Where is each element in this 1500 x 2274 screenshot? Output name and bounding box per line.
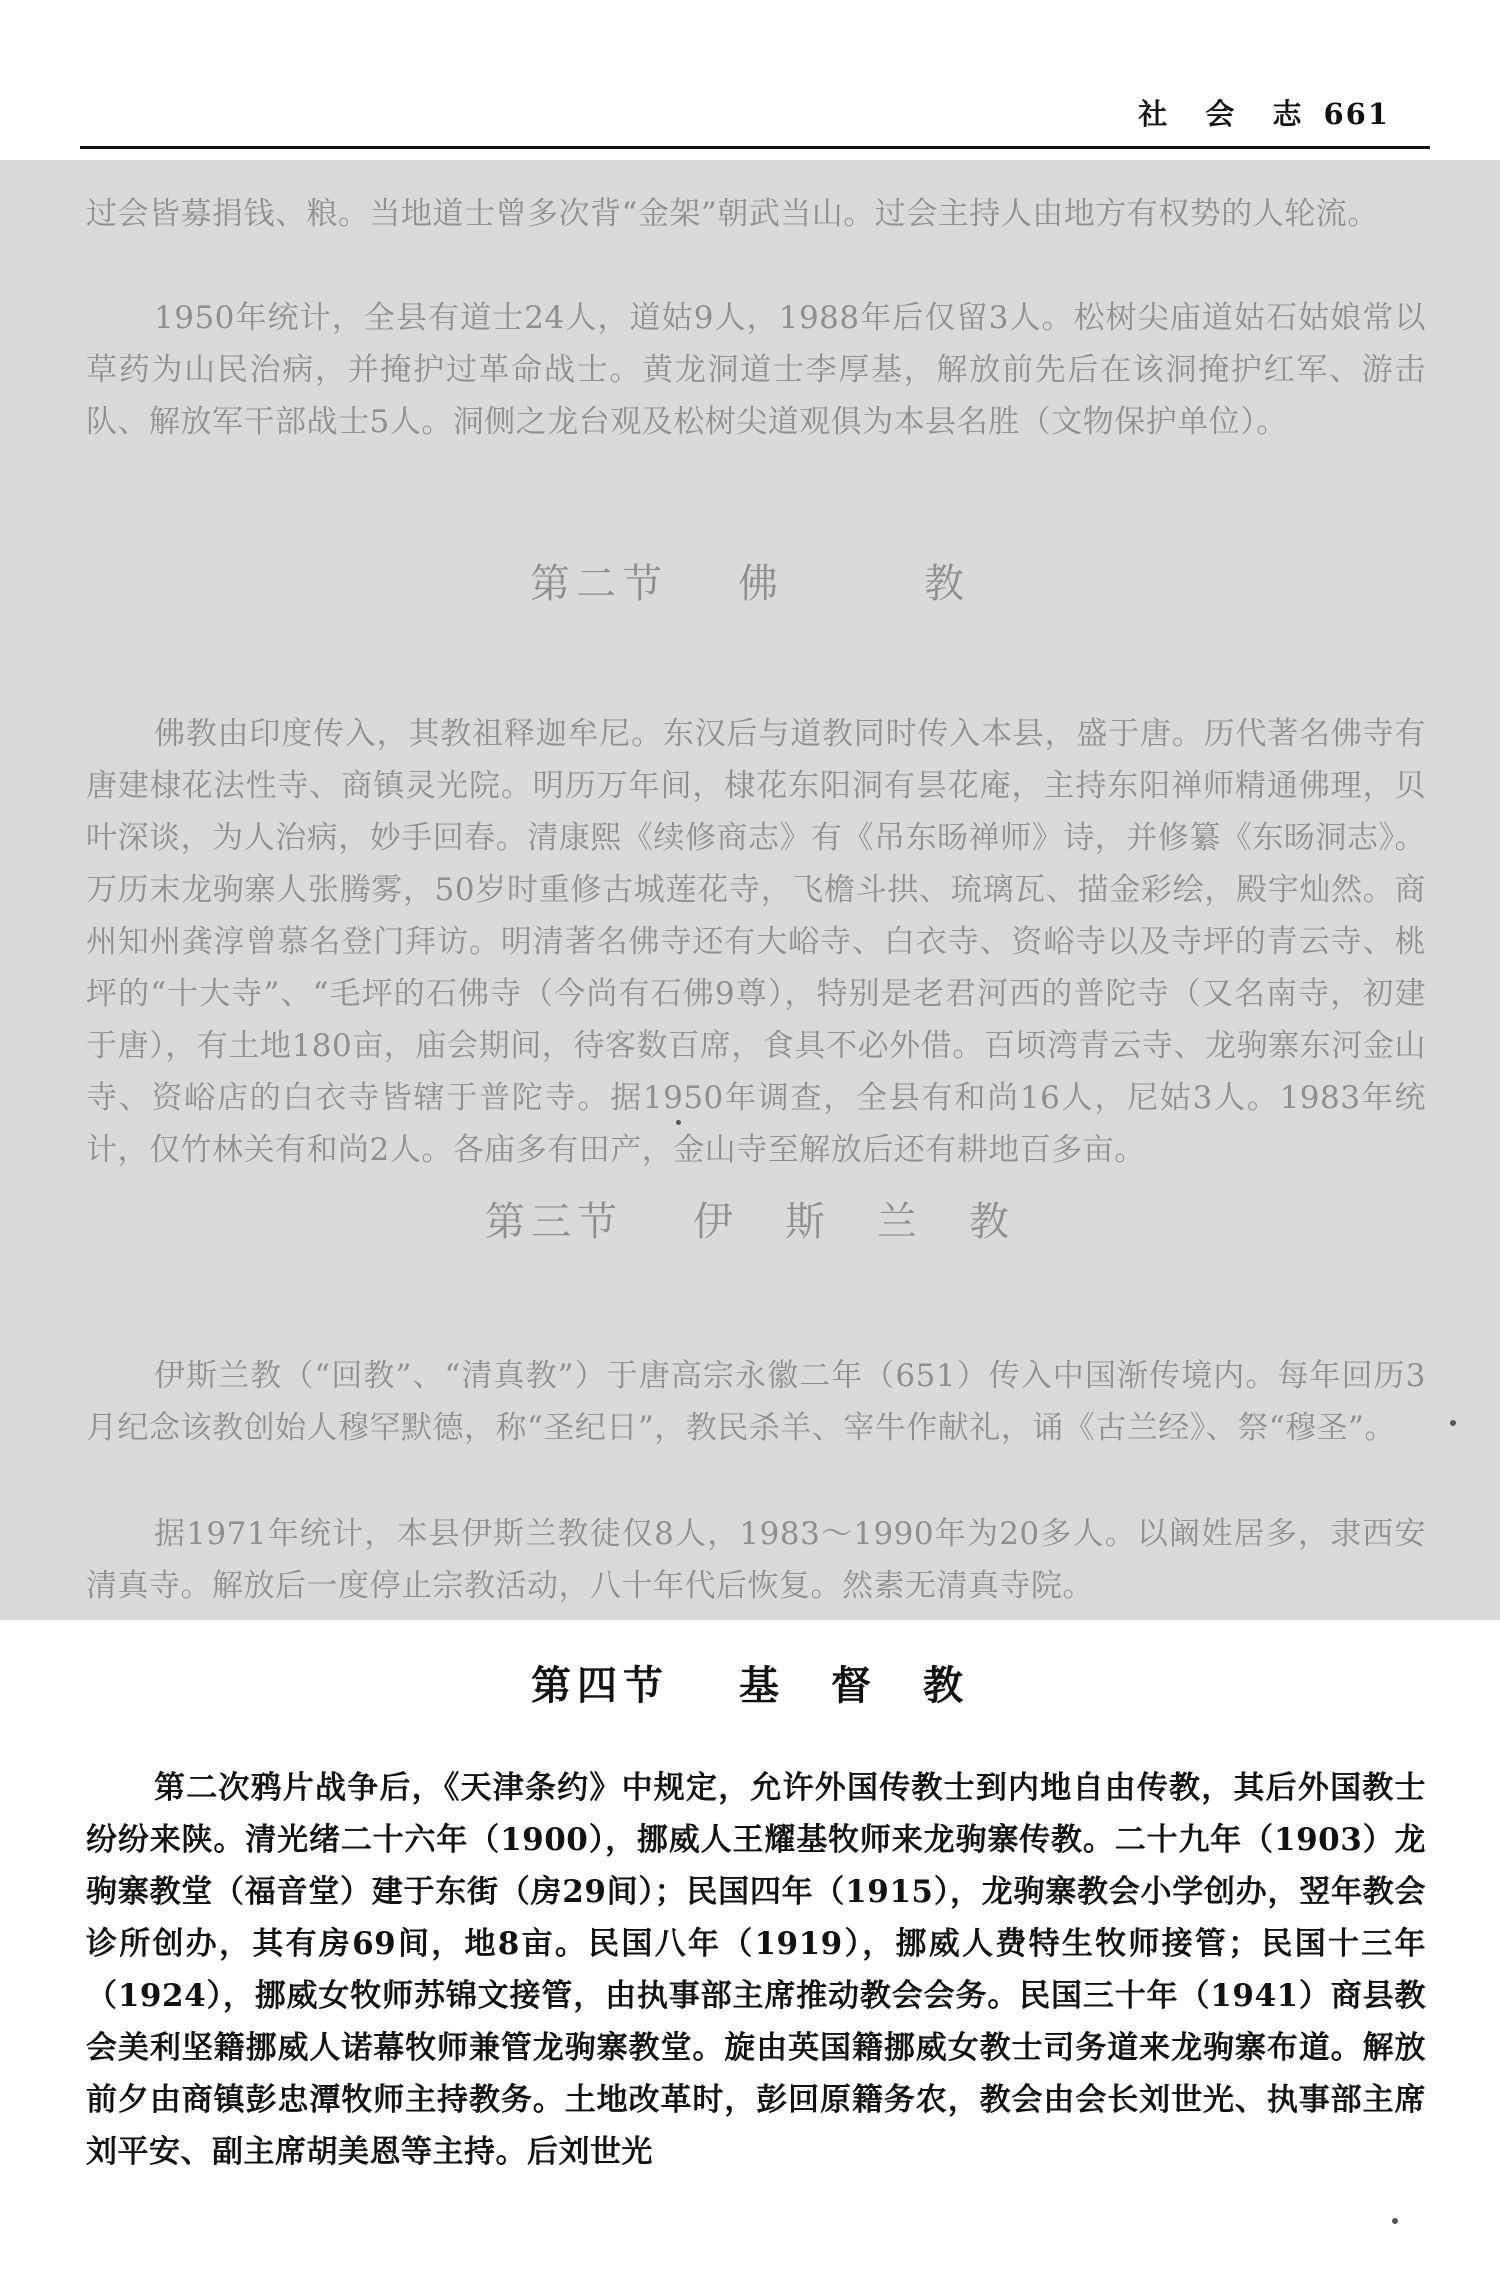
paragraph-islam-intro: 伊斯兰教（“回教”、“清真教”）于唐高宗永徽二年（651）传入中国渐传境内。每年回历3月纪念该教创始人穆罕默德，称“圣纪日”，教民杀羊、宰牛作献礼，诵《古兰经》、祭“穆圣”。 [86,1358,1426,1446]
section-name-char: 教 [969,1199,1015,1245]
header-rule [80,146,1430,149]
running-header [0,92,1390,133]
section-name-char: 斯 [785,1199,831,1245]
section-name-char: 教 [924,561,970,607]
section-name-char: 教 [923,1662,969,1709]
paragraph-islam-statistics: 据1971年统计，本县伊斯兰教徒仅8人，1983～1990年为20多人。以阚姓居多，隶西安清真寺。解放后一度停止宗教活动，八十年代后恢复。然素无清真寺院。 [86,1516,1426,1604]
section-name-char: 兰 [877,1199,923,1245]
section-heading-christianity [0,1654,1500,1711]
section-name-char: 佛 [738,561,784,607]
section-heading-islam [0,1190,1500,1247]
highlighted-region [0,160,1500,1620]
section-number: 第四节 [531,1662,669,1709]
paragraph-taoist-statistics: 1950年统计，全县有道士24人，道姑9人，1988年后仅留3人。松树尖庙道姑石姑娘常以草药为山民治病，并掩护过革命战士。黄龙洞道士李厚基，解放前先后在该洞掩护红军、游击队、解放军干部战士5人。洞侧之龙台观及松树尖道观俱为本县名胜（文物保护单位）。 [86,300,1426,440]
page-number: 661 [1323,97,1390,131]
paragraph-taoist-festival: 过会皆募捐钱、粮。当地道士曾多次背“金架”朝武当山。过会主持人由地方有权势的人轮流。 [86,196,1379,232]
scan-speck [1450,1420,1456,1426]
section-number: 第二节 [530,561,668,607]
paragraph-buddhism: 佛教由印度传入，其教祖释迦牟尼。东汉后与道教同时传入本县，盛于唐。历代著名佛寺有唐建棣花法性寺、商镇灵光院。明历万年间，棣花东阳洞有昙花庵，主持东阳禅师精通佛理，贝叶深谈，为人治病，妙手回春。清康熙《续修商志》有《吊东旸禅师》诗，并修纂《东旸洞志》。万历末龙驹寨人张腾雾，50岁时重修古城莲花寺，飞檐斗拱、琉璃瓦、描金彩绘，殿宇灿然。商州知州龚淳曾慕名登门拜访。明清著名佛寺还有大峪寺、白衣寺、资峪寺以及寺坪的青云寺、桃坪的“十大寺”、“毛坪的石佛寺（今尚有石佛9尊），特别是老君河西的普陀寺（又名南寺，初建于唐），有土地180亩，庙会期间，待客数百席，食具不必外借。百顷湾青云寺、龙驹寨东河金山寺、资峪店的白衣寺皆辖于普陀寺。据1950年调查，全县有和尚16人，尼姑3人。1983年统计，仅竹林关有和尚2人。各庙多有田产，金山寺至解放后还有耕地百多亩。 [86,716,1426,1168]
section-name-char: 基 [739,1662,785,1709]
section-name-char: 伊 [693,1199,739,1245]
paragraph-christianity: 第二次鸦片战争后，《天津条约》中规定，允许外国传教士到内地自由传教，其后外国教士纷纷来陕。清光绪二十六年（1900），挪威人王耀基牧师来龙驹寨传教。二十九年（1903）龙驹寨教堂（福音堂）建于东街（房29间）；民国四年（1915），龙驹寨教会小学创办，翌年教会诊所创办，其有房69间，地8亩。民国八年（1919），挪威人费特生牧师接管；民国十三年（1924），挪威女牧师苏锦文接管，由执事部主席推动教会会务。民国三十年（1941）商县教会美利坚籍挪威人诺幕牧师兼管龙驹寨教堂。旋由英国籍挪威女教士司务道来龙驹寨布道。解放前夕由商镇彭忠潭牧师主持教务。土地改革时，彭回原籍务农，教会由会长刘世光、执事部主席刘平安、副主席胡美恩等主持。后刘世光 [86,1770,1426,2170]
chapter-title: 社 会 志 [1138,97,1316,131]
scan-speck [1392,2218,1398,2224]
scan-speck [676,1120,681,1125]
section-number: 第三节 [485,1199,623,1245]
section-heading-buddhism [0,552,1500,609]
section-name-char: 督 [831,1662,877,1709]
